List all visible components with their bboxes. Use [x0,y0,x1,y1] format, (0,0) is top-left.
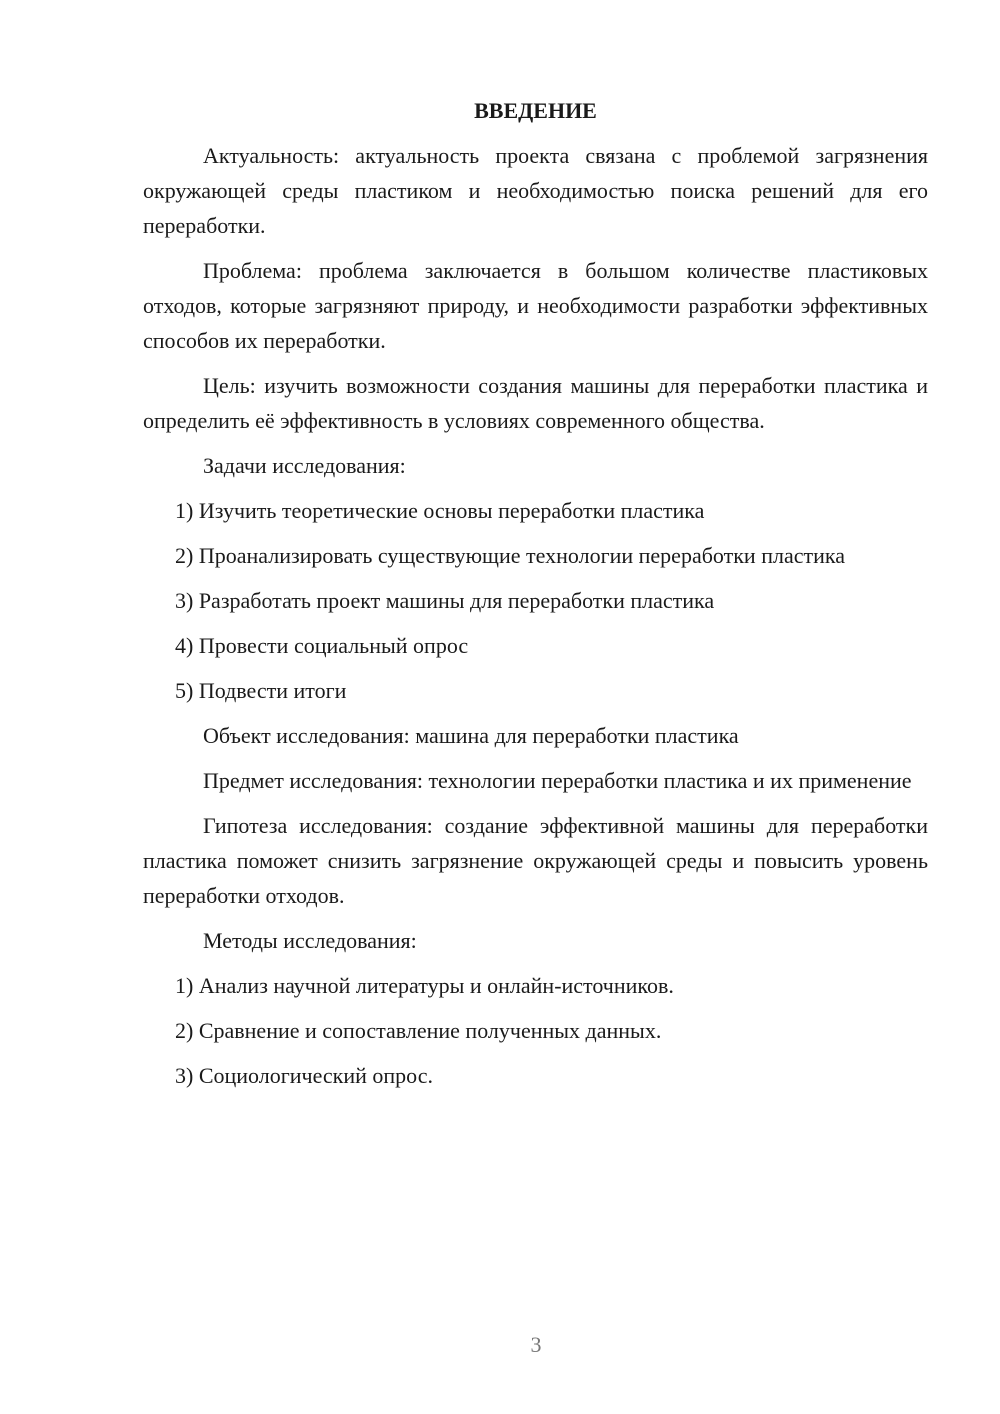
task-item: 1) Изучить теоретические основы переработки пластика [175,498,705,523]
task-item: 5) Подвести итоги [175,678,347,703]
problem-paragraph: Проблема: проблема заключается в большом количестве пластиковых отходов, которые загрязняют природу, и необходимости разработки эффективных способов их переработки. [143,258,928,353]
object-paragraph: Объект исследования: машина для переработки пластика [203,723,739,748]
method-item: 1) Анализ научной литературы и онлайн-источников. [175,973,674,998]
method-item: 3) Социологический опрос. [175,1063,433,1088]
page-number: 3 [530,1332,542,1357]
task-item: 4) Провести социальный опрос [175,633,469,658]
subject-paragraph: Предмет исследования: технологии переработки пластика и их применение [203,768,912,793]
task-item: 3) Разработать проект машины для переработки пластика [175,588,715,613]
document-page [143,96,928,1103]
methods-heading: Методы исследования: [203,928,417,953]
hypothesis-paragraph: Гипотеза исследования: создание эффективной машины для переработки пластика поможет снизить загрязнение окружающей среды и повысить уровень переработки отходов. [143,813,928,908]
method-item: 2) Сравнение и сопоставление полученных данных. [175,1018,662,1043]
page-title: ВВЕДЕНИЕ [474,98,597,123]
task-item: 2) Проанализировать существующие технологии переработки пластика [175,543,845,568]
relevance-paragraph: Актуальность: актуальность проекта связана с проблемой загрязнения окружающей среды пластиком и необходимостью поиска решений для его переработки. [143,143,928,238]
tasks-heading: Задачи исследования: [203,453,406,478]
goal-paragraph: Цель: изучить возможности создания машины для переработки пластика и определить её эффективность в условиях современного общества. [143,373,928,433]
